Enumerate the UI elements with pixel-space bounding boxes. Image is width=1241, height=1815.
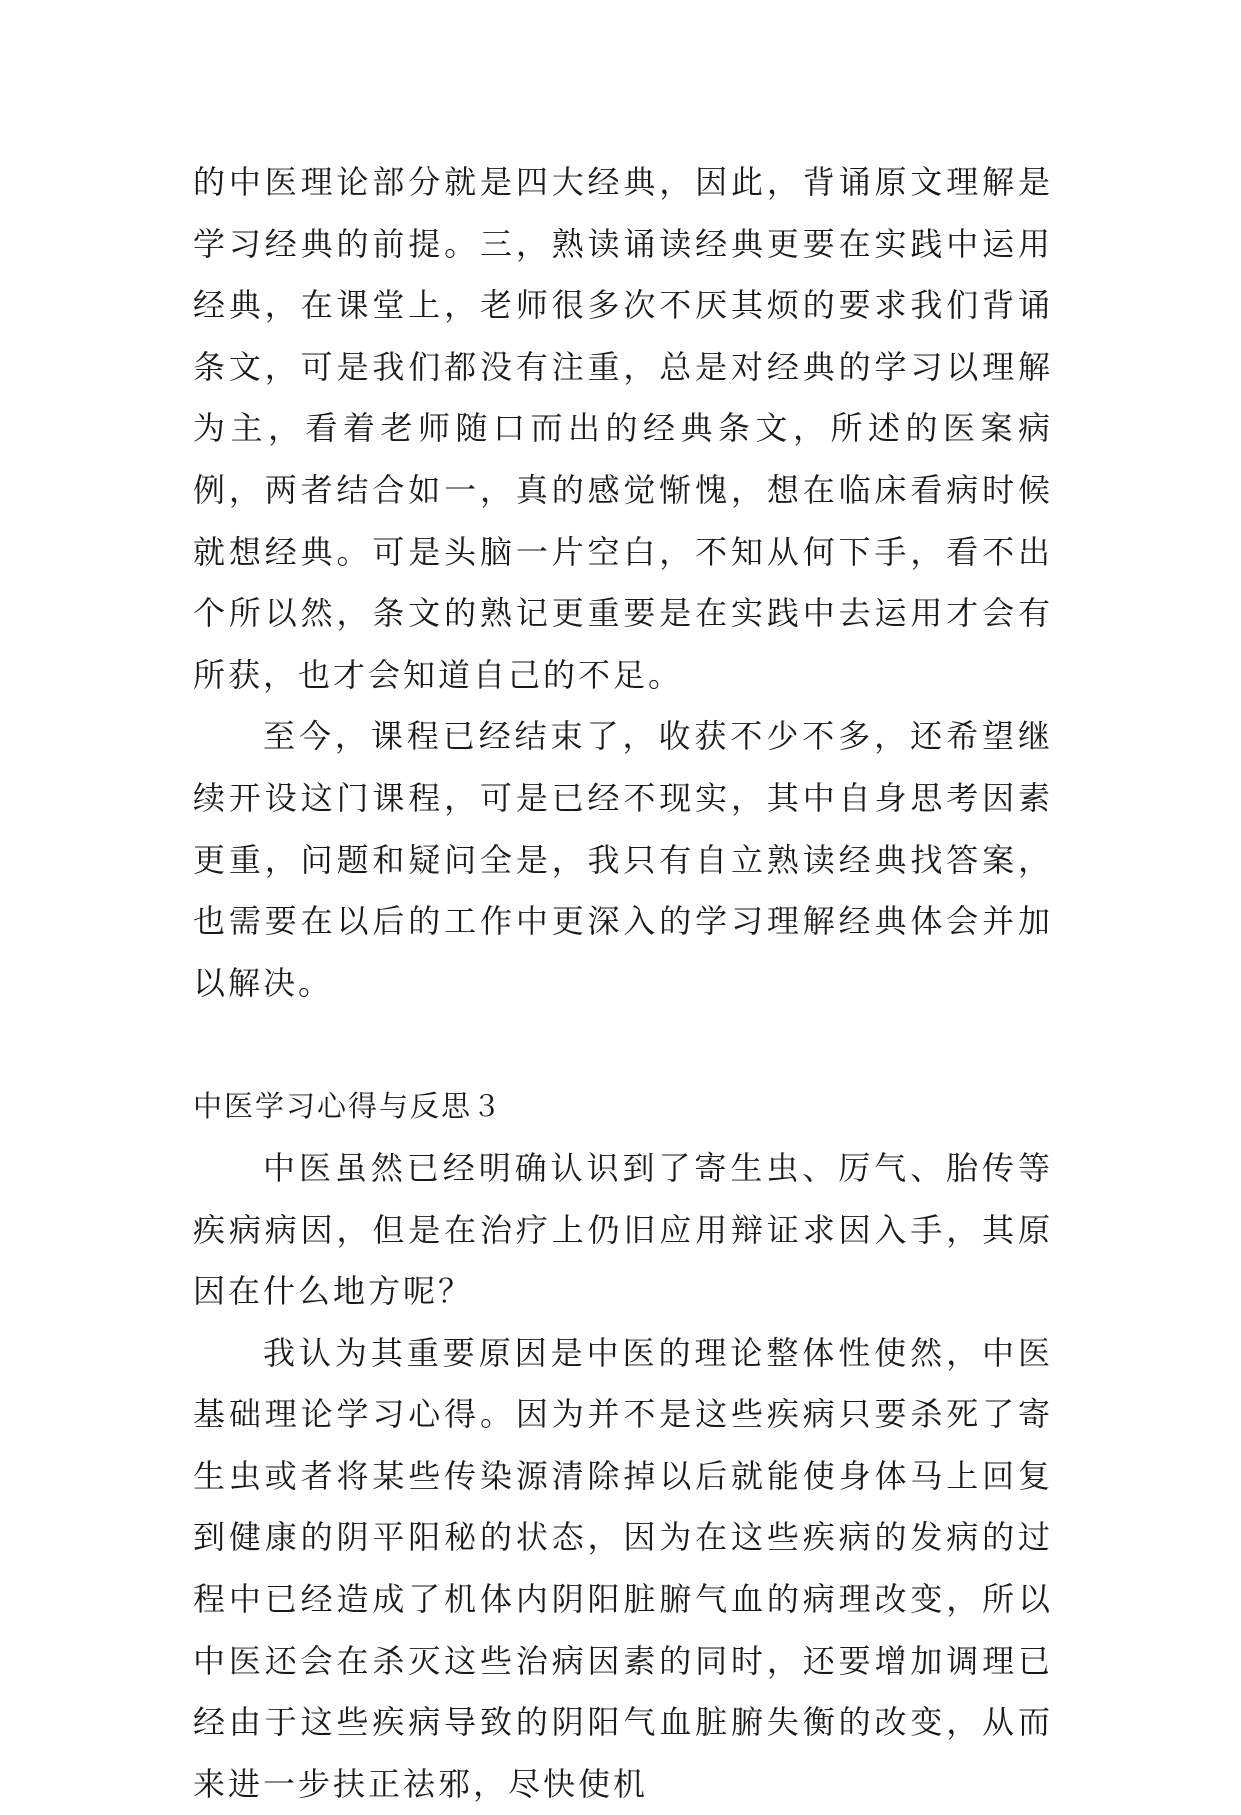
paragraph-answer: 我认为其重要原因是中医的理论整体性使然，中医基础理论学习心得。因为并不是这些疾病只要杀死了寄生虫或者将某些传染源清除掉以后就能使身体马上回复到健康的阴平阳秘的状态，因为在这些疾病的发病的过程中已经造成了机体内阴阳脏腑气血的病理改变，所以中医还会在杀灭这些治病因素的同时，还要增加调理已经由于这些疾病导致的阴阳气血脏腑失衡的改变，从而来进一步扶正祛邪，尽快使机 [193, 1333, 1053, 1803]
paragraph-conclusion: 至今，课程已经结束了，收获不少不多，还希望继续开设这门课程，可是已经不现实，其中自身思考因素更重，问题和疑问全是，我只有自立熟读经典找答案，也需要在以后的工作中更深入的学习理解经典体会并加以解决。 [193, 717, 1053, 1002]
section-spacer [193, 1014, 1053, 1076]
paragraph-question: 中医虽然已经明确认识到了寄生虫、厉气、胎传等疾病病因，但是在治疗上仍旧应用辩证求因入手，其原因在什么地方呢？ [193, 1148, 1053, 1311]
document-body [193, 152, 1053, 1815]
paragraph-continuation: 的中医理论部分就是四大经典，因此，背诵原文理解是学习经典的前提。三，熟读诵读经典更要在实践中运用经典，在课堂上，老师很多次不厌其烦的要求我们背诵条文，可是我们都没有注重，总是对经典的学习以理解为主，看着老师随口而出的经典条文，所述的医案病例，两者结合如一，真的感觉惭愧，想在临床看病时候就想经典。可是头脑一片空白，不知从何下手，看不出个所以然，条文的熟记更重要是在实践中去运用才会有所获，也才会知道自己的不足。 [193, 163, 1053, 694]
section-heading: 中医学习心得与反思３ [193, 1089, 504, 1124]
